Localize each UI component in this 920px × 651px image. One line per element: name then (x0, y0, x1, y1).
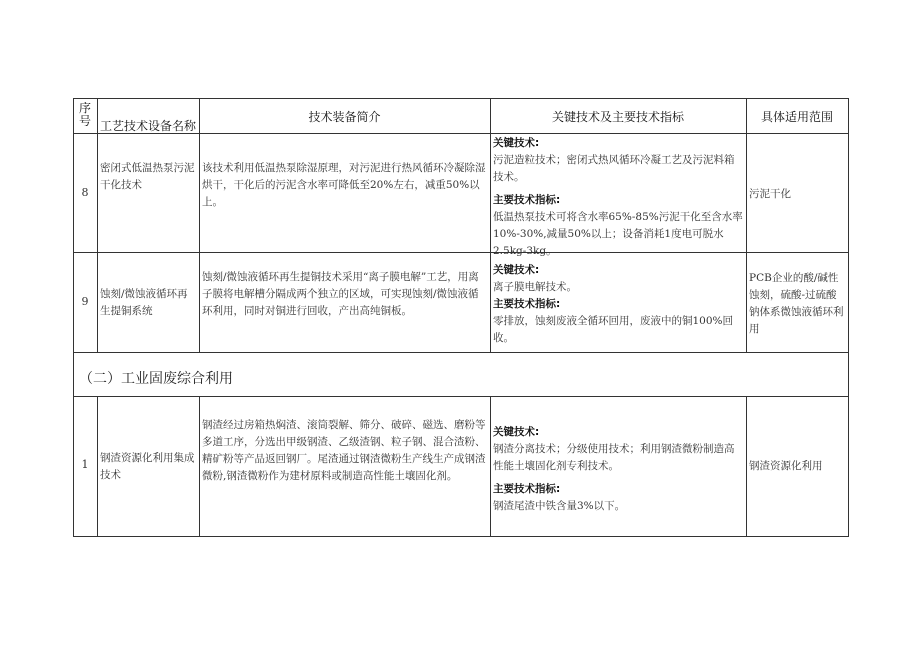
col-divider (97, 98, 98, 352)
row-divider (73, 352, 848, 353)
row-divider (73, 536, 848, 537)
scope: 污泥干化 (749, 188, 791, 200)
key-tech-text: 钢渣分离技术；分级使用技术；利用钢渣微粉制造高性能土壤固化剂专利技术。 (493, 443, 735, 472)
key-tech-block (493, 135, 744, 260)
col-divider (199, 396, 200, 537)
key-tech-text: 离子膜电解技术。 (493, 281, 577, 293)
index-text: 零排放，蚀刻废液全循环回用，废液中的铜100%回收。 (493, 315, 734, 344)
header-name: 工艺技术设备名称 (100, 119, 197, 133)
col-divider (746, 98, 747, 352)
row-number: 1 (81, 458, 89, 471)
row-number: 8 (81, 186, 89, 199)
index-label: 主要技术指标: (493, 298, 561, 310)
index-text: 钢渣尾渣中铁含量3%以下。 (493, 500, 626, 512)
row-divider (73, 396, 848, 397)
col-divider (490, 396, 491, 537)
row-divider (73, 98, 848, 99)
col-divider (746, 396, 747, 537)
tech-name: 蚀刻/微蚀液循环再生提铜系统 (100, 288, 188, 317)
col-divider (199, 98, 200, 352)
tech-name: 密闭式低温热泵污泥干化技术 (100, 162, 195, 191)
row-number: 9 (81, 295, 89, 308)
technology-table (73, 98, 848, 537)
index-text: 低温热泵技术可将含水率65%-85%污泥干化至含水率10%-30%,减量50%以上；设备消耗1度电可脱水2.5kg-3kg。 (493, 211, 743, 257)
key-tech-block (493, 262, 744, 347)
section-title: （二）工业固废综合利用 (79, 371, 233, 387)
key-tech-label: 关键技术: (493, 264, 540, 276)
key-tech-text: 污泥造粒技术；密闭式热风循环冷凝工艺及污泥料箱技术。 (493, 154, 735, 183)
scope: PCB企业的酸/碱性蚀刻，硫酸-过硫酸钠体系微蚀液循环利用 (749, 272, 844, 335)
tech-name: 钢渣资源化利用集成技术 (100, 452, 195, 481)
table-border-left (73, 98, 74, 537)
key-tech-label: 关键技术: (493, 426, 540, 438)
table-border-right (848, 98, 849, 537)
scope: 钢渣资源化利用 (749, 460, 823, 472)
key-tech-block (493, 424, 744, 515)
col-divider (490, 98, 491, 352)
header-scope: 具体适用范围 (760, 110, 833, 124)
key-tech-label: 关键技术: (493, 137, 540, 149)
tech-intro: 钢渣经过房箱热焖渣、滚筒裂解、筛分、破碎、磁选、磨粉等多道工序，分选出甲级钢渣、乙级渣钢、粒子钢、混合渣粉、精矿粉等产品返回钢厂。尾渣通过钢渣微粉生产线生产成钢渣微粉,钢渣微粉作为建材原料或制造高性能土壤固化剂。 (202, 419, 486, 482)
tech-intro: 蚀刻/微蚀液循环再生提铜技术采用“离子膜电解”工艺，用离子膜将电解槽分隔成两个独立的区域，可实现蚀刻/微蚀液循环利用，同时对铜进行回收，产出高纯铜板。 (202, 271, 479, 317)
col-divider (97, 396, 98, 537)
index-label: 主要技术指标: (493, 194, 561, 206)
header-seq: 序号 (78, 102, 91, 128)
index-label: 主要技术指标: (493, 483, 561, 495)
tech-intro: 该技术利用低温热泵除湿原理，对污泥进行热风循环冷凝除湿烘干，干化后的污泥含水率可降低至20%左右，减重50%以上。 (202, 162, 486, 208)
header-key: 关键技术及主要技术指标 (551, 110, 684, 124)
header-intro: 技术装备简介 (308, 110, 381, 124)
